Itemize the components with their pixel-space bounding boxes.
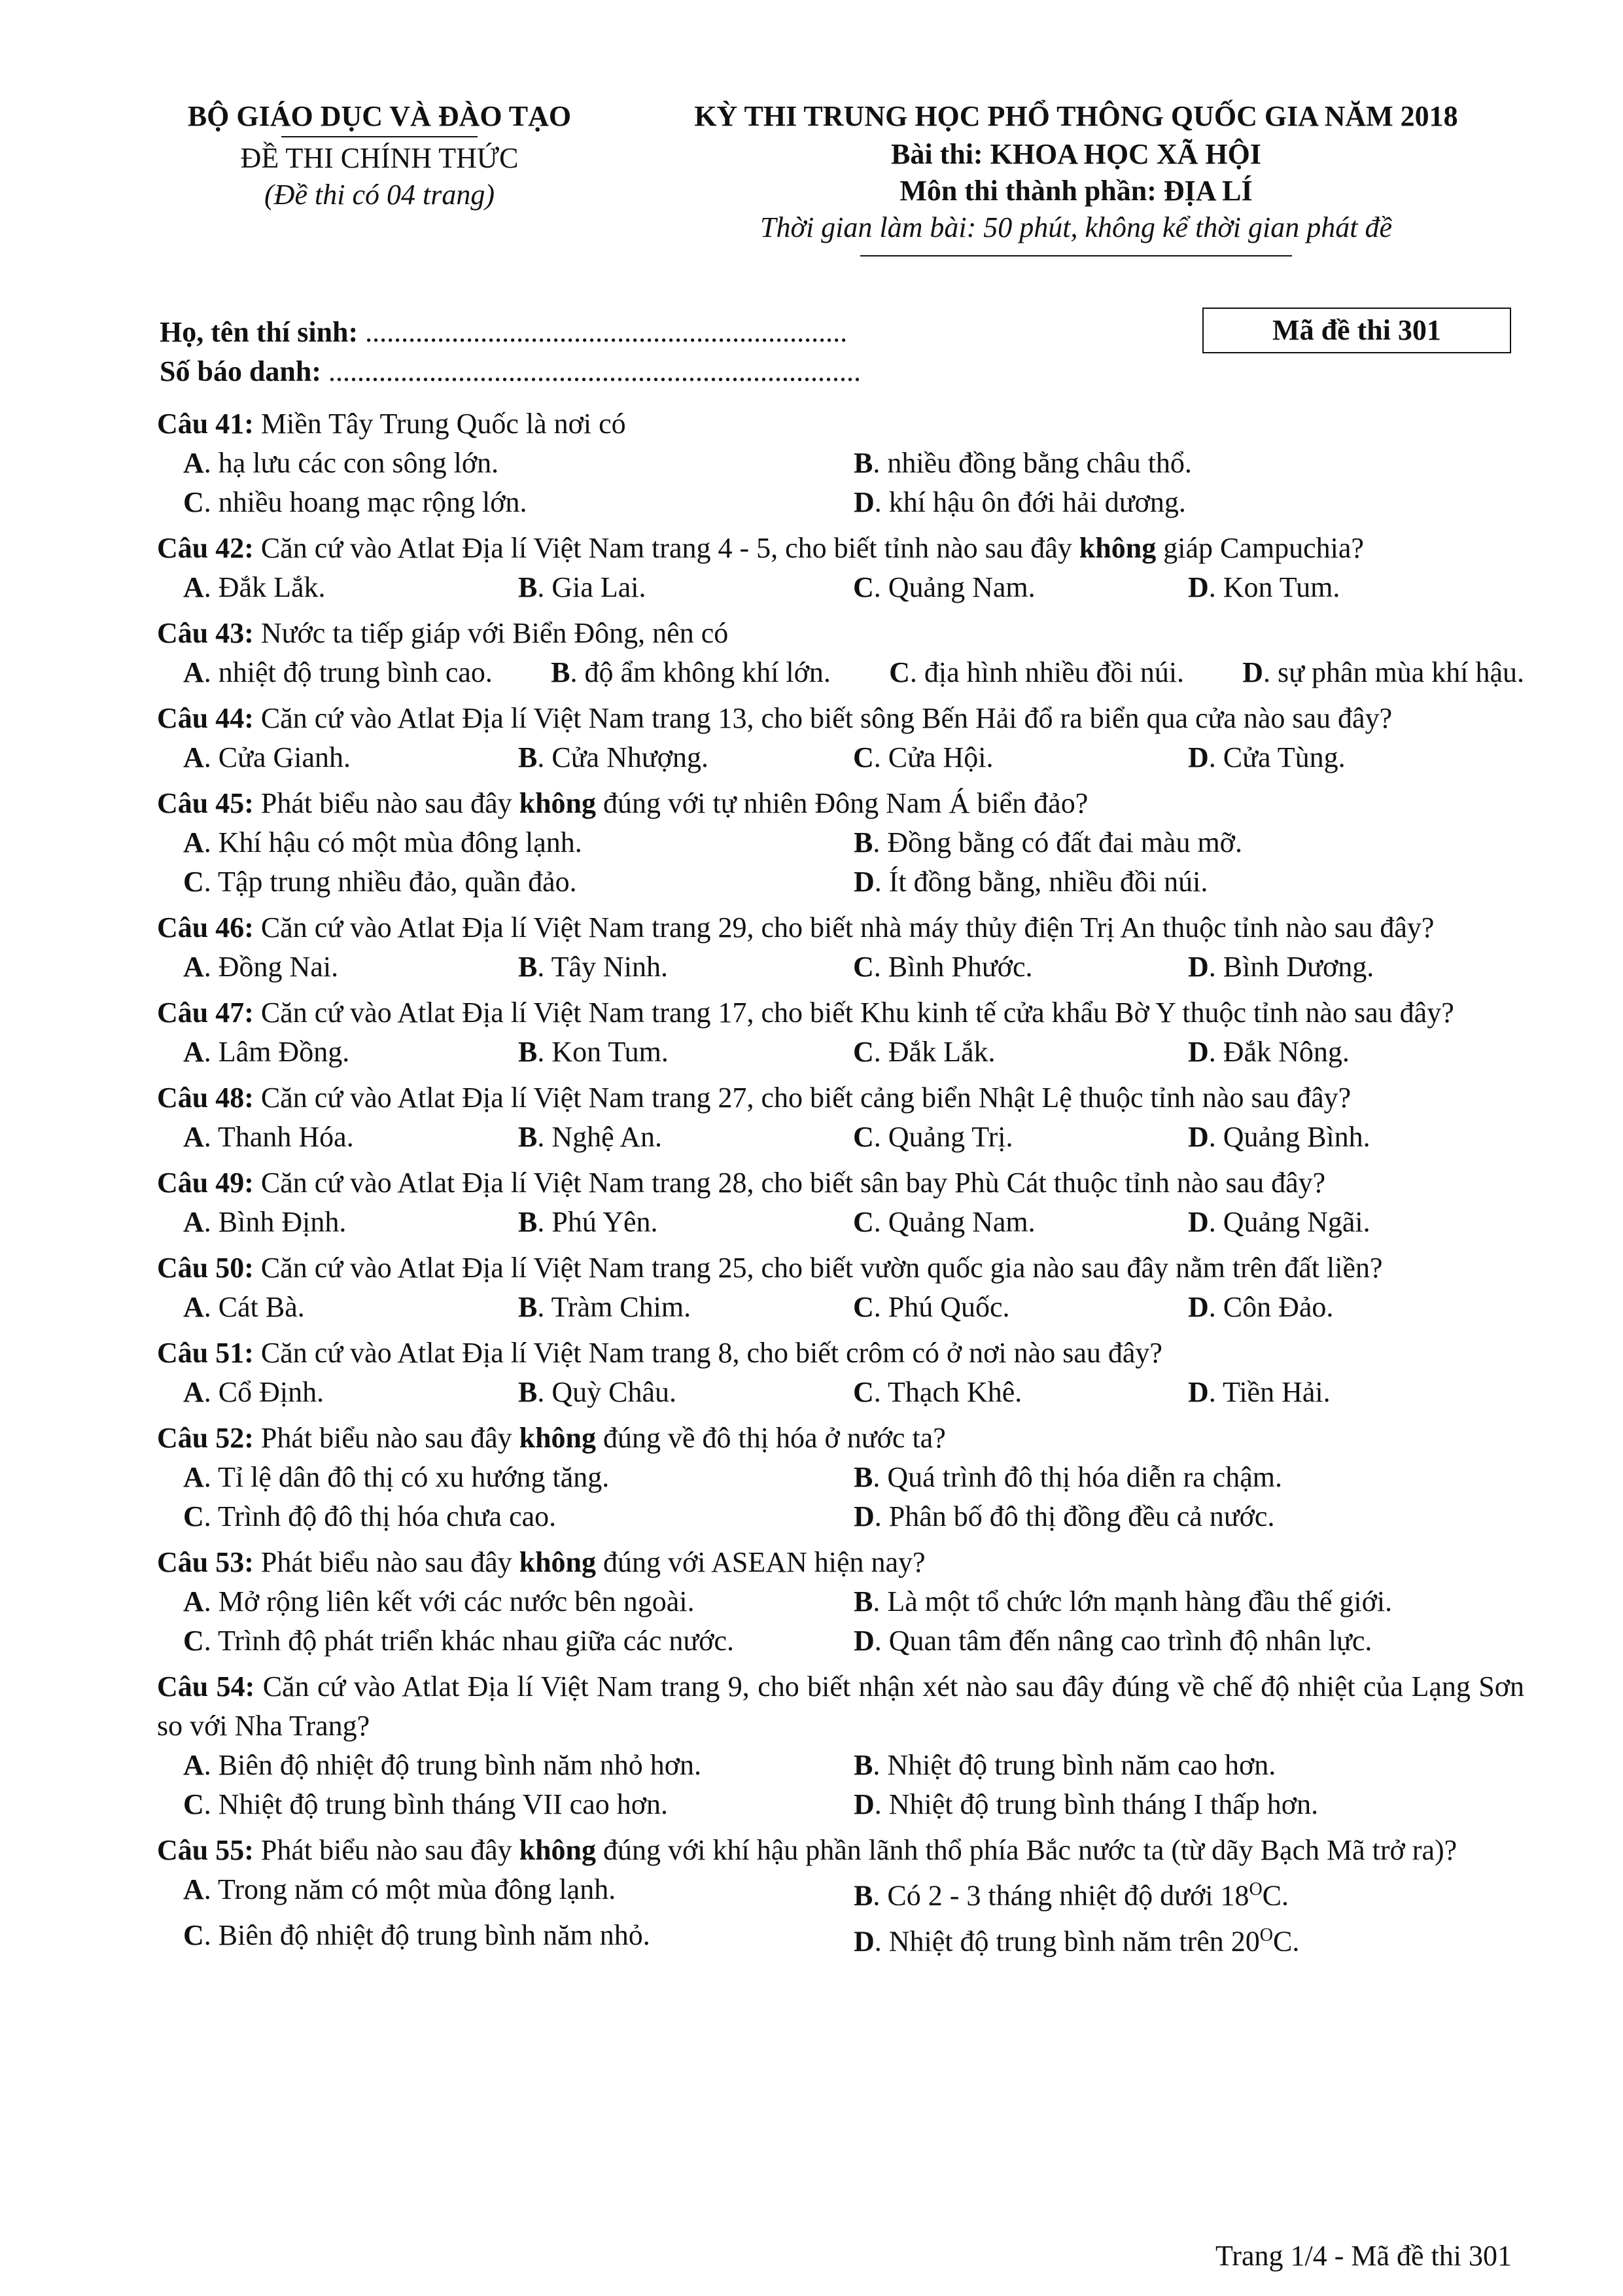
answer-option (853, 568, 1188, 607)
answer-option (854, 1916, 1524, 1962)
option-text: . Đắk Lắk. (873, 1036, 996, 1068)
option-letter: C (183, 1918, 204, 1951)
answer-option (183, 947, 518, 987)
question-text: Căn cứ vào Atlat Địa lí Việt Nam trang 4 - 5, cho biết tỉnh nào sau đây (253, 532, 1079, 564)
answer-option (183, 1373, 518, 1412)
question-text: Căn cứ vào Atlat Địa lí Việt Nam trang 17, cho biết Khu kinh tế cửa khẩu Bờ Y thuộc tỉnh nào sau đây? (253, 997, 1454, 1029)
option-letter: A (183, 1749, 204, 1781)
option-text: . Quan tâm đến nâng cao trình độ nhân lực. (874, 1625, 1372, 1657)
option-text: . Khí hậu có một mùa đông lạnh. (203, 826, 582, 858)
exam-component: Môn thi thành phần: ĐỊA LÍ (899, 175, 1253, 207)
answer-options (157, 653, 1524, 692)
answer-option (853, 1033, 1188, 1072)
question-item (157, 529, 1524, 607)
option-text: . Có 2 - 3 tháng nhiệt độ dưới 18 (873, 1879, 1249, 1912)
option-letter: C (853, 951, 874, 983)
question-text: Miền Tây Trung Quốc là nơi có (253, 408, 626, 440)
option-letter: D (854, 866, 875, 898)
option-text: . Trình độ đô thị hóa chưa cao. (203, 1500, 557, 1532)
answer-option (183, 1497, 854, 1536)
answer-option (1188, 1033, 1523, 1072)
option-letter: D (1188, 571, 1209, 603)
question-item (157, 784, 1524, 902)
answer-option (183, 1746, 854, 1785)
answer-option (853, 738, 1188, 777)
option-text: . Quỳ Châu. (537, 1376, 677, 1408)
option-letter: B (518, 1036, 538, 1068)
question-number: Câu 41: (157, 408, 254, 440)
answer-option (183, 823, 854, 862)
answer-option (1188, 738, 1523, 777)
option-text: . Cửa Nhượng. (537, 741, 708, 773)
candidate-id-label: Số báo danh: (160, 355, 322, 387)
option-letter: C (853, 1206, 874, 1238)
option-letter: A (183, 741, 204, 773)
question-number: Câu 46: (157, 911, 254, 944)
option-letter: C (183, 866, 204, 898)
answer-options (157, 1373, 1524, 1412)
option-text: . Cửa Gianh. (203, 741, 351, 773)
question-item (157, 1543, 1524, 1661)
question-emphasis: không (519, 1546, 597, 1578)
option-letter: C (853, 1121, 874, 1153)
option-letter: A (183, 1376, 204, 1408)
question-number: Câu 50: (157, 1252, 254, 1284)
option-text: . Nhiệt độ trung bình năm trên 20 (874, 1925, 1260, 1958)
question-stem (157, 993, 1524, 1033)
answer-option (183, 1203, 518, 1242)
answer-option (854, 1582, 1524, 1621)
answer-option (183, 1458, 854, 1497)
question-number: Câu 55: (157, 1834, 254, 1866)
option-text: . Nhiệt độ trung bình năm cao hơn. (873, 1749, 1276, 1781)
option-letter: A (183, 951, 204, 983)
option-text: . Côn Đảo. (1208, 1291, 1334, 1323)
answer-option (853, 1373, 1188, 1412)
candidate-name-label: Họ, tên thí sinh: (160, 316, 358, 348)
question-text: Căn cứ vào Atlat Địa lí Việt Nam trang 28, cho biết sân bay Phù Cát thuộc tỉnh nào sau đây? (253, 1167, 1326, 1199)
answer-options (157, 738, 1524, 777)
question-text: Căn cứ vào Atlat Địa lí Việt Nam trang 27, cho biết cảng biển Nhật Lệ thuộc tỉnh nào sau đây? (253, 1082, 1352, 1114)
question-text: đúng với tự nhiên Đông Nam Á biển đảo? (596, 787, 1089, 819)
option-text: . Gia Lai. (537, 571, 646, 603)
option-text: . Tiền Hải. (1208, 1376, 1331, 1408)
option-letter: A (183, 1873, 204, 1905)
question-stem (157, 1667, 1524, 1746)
question-item (157, 1831, 1524, 1961)
option-text: . Quảng Trị. (873, 1121, 1013, 1153)
question-number: Câu 51: (157, 1337, 254, 1369)
question-item (157, 1333, 1524, 1412)
question-number: Câu 47: (157, 997, 254, 1029)
option-letter: B (518, 1206, 538, 1238)
answer-option (518, 738, 853, 777)
option-letter: D (854, 1625, 875, 1657)
option-letter: C (183, 1788, 204, 1820)
option-letter: C (853, 741, 874, 773)
option-letter: B (518, 1121, 538, 1153)
question-text: Căn cứ vào Atlat Địa lí Việt Nam trang 8, cho biết crôm có ở nơi nào sau đây? (253, 1337, 1162, 1369)
question-stem (157, 404, 1524, 444)
answer-option (854, 1497, 1524, 1536)
option-text: . nhiều hoang mạc rộng lớn. (203, 486, 527, 518)
question-text: Phát biểu nào sau đây (253, 1546, 519, 1578)
answer-option (518, 1033, 853, 1072)
answer-options (157, 1458, 1524, 1536)
option-text: . Cát Bà. (203, 1291, 305, 1323)
answer-options (157, 1582, 1524, 1661)
option-letter: A (183, 571, 204, 603)
option-letter: A (183, 447, 204, 479)
answer-option (854, 1785, 1524, 1824)
option-letter: A (183, 1036, 204, 1068)
question-emphasis: không (519, 1422, 597, 1454)
option-text: . Trình độ phát triển khác nhau giữa các nước. (203, 1625, 734, 1657)
question-text: đúng với ASEAN hiện nay? (596, 1546, 926, 1578)
question-number: Câu 48: (157, 1082, 254, 1114)
option-letter: B (854, 1585, 873, 1617)
option-letter: B (854, 1879, 873, 1912)
question-item (157, 993, 1524, 1072)
answer-option (518, 568, 853, 607)
question-item (157, 404, 1524, 522)
option-letter: D (1242, 656, 1263, 688)
question-text: đúng với khí hậu phần lãnh thổ phía Bắc nước ta (từ dãy Bạch Mã trở ra)? (596, 1834, 1457, 1866)
option-letter: D (854, 1925, 875, 1958)
question-stem (157, 784, 1524, 823)
option-text: . Phú Quốc. (873, 1291, 1010, 1323)
question-number: Câu 52: (157, 1422, 254, 1454)
question-item (157, 1248, 1524, 1327)
question-text: Phát biểu nào sau đây (253, 787, 519, 819)
answer-option (854, 483, 1524, 522)
option-text: . Quảng Nam. (873, 1206, 1036, 1238)
option-text: . Biên độ nhiệt độ trung bình năm nhỏ hơn. (203, 1749, 701, 1781)
option-letter: D (1188, 1121, 1209, 1153)
question-text: Căn cứ vào Atlat Địa lí Việt Nam trang 13, cho biết sông Bến Hải đổ ra biển qua cửa nào sau đây? (253, 702, 1393, 734)
question-item (157, 1667, 1524, 1824)
question-text: Phát biểu nào sau đây (253, 1422, 519, 1454)
answer-option (183, 1033, 518, 1072)
question-number: Câu 49: (157, 1167, 254, 1199)
answer-option (1188, 1288, 1523, 1327)
option-text: . Kon Tum. (1208, 571, 1340, 603)
option-letter: A (183, 1121, 204, 1153)
answer-option (183, 1916, 854, 1962)
option-text: . Đồng Nai. (203, 951, 339, 983)
option-text: . Thanh Hóa. (203, 1121, 354, 1153)
option-letter: D (1188, 741, 1209, 773)
option-text: . Quá trình đô thị hóa diễn ra chậm. (873, 1461, 1282, 1493)
option-text: . Phú Yên. (537, 1206, 658, 1238)
answer-option (854, 862, 1524, 902)
option-text: . Lâm Đồng. (203, 1036, 350, 1068)
question-number: Câu 54: (157, 1670, 255, 1703)
answer-options (157, 1870, 1524, 1961)
question-emphasis: không (519, 787, 597, 819)
question-text: Căn cứ vào Atlat Địa lí Việt Nam trang 25, cho biết vườn quốc gia nào sau đây nằm trên đất liền? (253, 1252, 1383, 1284)
answer-options (157, 568, 1524, 607)
option-letter: B (518, 1376, 538, 1408)
option-text: . Tập trung nhiều đảo, quần đảo. (203, 866, 577, 898)
option-text: . sự phân mùa khí hậu. (1263, 656, 1524, 688)
question-text: đúng về đô thị hóa ở nước ta? (596, 1422, 946, 1454)
option-letter: A (183, 1585, 204, 1617)
answer-option (854, 1870, 1524, 1916)
exam-code-box: Mã đề thi 301 (1202, 308, 1511, 353)
option-text: . Cửa Hội. (873, 741, 994, 773)
exam-title: KỲ THI TRUNG HỌC PHỔ THÔNG QUỐC GIA NĂM 2018 (694, 100, 1458, 132)
option-letter: C (853, 1036, 874, 1068)
question-item (157, 614, 1524, 692)
question-stem (157, 1248, 1524, 1288)
option-text: . Nghệ An. (537, 1121, 663, 1153)
option-text: . Trong năm có một mùa đông lạnh. (203, 1873, 616, 1905)
option-letter: B (518, 1291, 538, 1323)
candidate-name-dots: ................................................................... (358, 316, 848, 348)
answer-option (853, 947, 1188, 987)
question-item (157, 1163, 1524, 1242)
option-letter: C (889, 656, 910, 688)
answer-option (518, 1203, 853, 1242)
option-text: . khí hậu ôn đới hải dương. (874, 486, 1186, 518)
answer-option (183, 1621, 854, 1661)
answer-options (157, 947, 1524, 987)
option-letter: D (854, 1500, 875, 1532)
answer-option (854, 823, 1524, 862)
answer-option (183, 568, 518, 607)
answer-option (853, 1118, 1188, 1157)
header-right (641, 97, 1511, 256)
answer-option (183, 653, 493, 692)
answer-option (1188, 1203, 1523, 1242)
option-letter: B (854, 826, 873, 858)
option-letter: B (551, 656, 570, 688)
answer-option (853, 1203, 1188, 1242)
official-label: ĐỀ THI CHÍNH THỨC (240, 142, 519, 174)
header-left (150, 97, 608, 213)
answer-option (183, 1870, 854, 1916)
question-number: Câu 44: (157, 702, 254, 734)
option-text: . Cửa Tùng. (1208, 741, 1346, 773)
option-text: . Bình Định. (203, 1206, 347, 1238)
option-text: . Đắk Nông. (1208, 1036, 1350, 1068)
option-text: . Tràm Chim. (537, 1291, 691, 1323)
option-text: . Quảng Ngãi. (1208, 1206, 1370, 1238)
option-letter: D (854, 486, 875, 518)
answer-options (157, 1288, 1524, 1327)
answer-option (854, 1621, 1524, 1661)
question-stem (157, 614, 1524, 653)
answer-option (183, 862, 854, 902)
question-stem (157, 1831, 1524, 1870)
answer-option (183, 1118, 518, 1157)
header-underline (860, 255, 1292, 256)
answer-option (854, 1746, 1524, 1785)
option-text: . Ít đồng bằng, nhiều đồi núi. (874, 866, 1208, 898)
answer-options (157, 1746, 1524, 1824)
question-item (157, 699, 1524, 777)
answer-option (889, 653, 1184, 692)
ministry-underline (281, 136, 478, 137)
answer-option (518, 947, 853, 987)
answer-option (183, 483, 854, 522)
question-text: Căn cứ vào Atlat Địa lí Việt Nam trang 9, cho biết nhận xét nào sau đây đúng về chế độ nhiệt của Lạng Sơn so với Nha Trang? (157, 1670, 1524, 1742)
option-text: . Nhiệt độ trung bình tháng VII cao hơn. (203, 1788, 669, 1820)
ministry-name: BỘ GIÁO DỤC VÀ ĐÀO TẠO (187, 100, 572, 132)
question-stem (157, 1078, 1524, 1118)
option-letter: D (1188, 1291, 1209, 1323)
option-unit: C. (1273, 1925, 1300, 1958)
option-letter: A (183, 1206, 204, 1238)
option-letter: B (854, 1749, 873, 1781)
question-text: giáp Campuchia? (1156, 532, 1364, 564)
candidate-id-line (160, 352, 861, 391)
answer-option (1188, 1118, 1523, 1157)
degree-superscript: O (1249, 1879, 1263, 1899)
answer-options (157, 444, 1524, 522)
answer-option (183, 1288, 518, 1327)
answer-option (518, 1373, 853, 1412)
page-count-note: (Đề thi có 04 trang) (264, 179, 495, 211)
question-number: Câu 53: (157, 1546, 254, 1578)
question-item (157, 908, 1524, 987)
answer-option (183, 444, 854, 483)
question-stem (157, 1419, 1524, 1458)
question-stem (157, 1333, 1524, 1373)
answer-options (157, 823, 1524, 902)
option-text: . Quảng Bình. (1208, 1121, 1370, 1153)
option-text: . Cổ Định. (203, 1376, 324, 1408)
answer-option (1188, 1373, 1523, 1412)
answer-option (854, 1458, 1524, 1497)
option-unit: C. (1262, 1879, 1289, 1912)
answer-options (157, 1203, 1524, 1242)
option-letter: B (854, 1461, 873, 1493)
option-letter: B (854, 447, 873, 479)
option-text: . Tỉ lệ dân đô thị có xu hướng tăng. (203, 1461, 610, 1493)
exam-time: Thời gian làm bài: 50 phút, không kể thời gian phát đề (759, 211, 1392, 243)
option-text: . Phân bố đô thị đồng đều cả nước. (874, 1500, 1275, 1532)
question-emphasis: không (1079, 532, 1157, 564)
answer-option (853, 1288, 1188, 1327)
answer-options (157, 1118, 1524, 1157)
option-letter: C (853, 1376, 874, 1408)
question-text: Nước ta tiếp giáp với Biển Đông, nên có (253, 617, 729, 649)
answer-option (183, 1785, 854, 1824)
degree-superscript: O (1259, 1924, 1274, 1945)
question-number: Câu 43: (157, 617, 254, 649)
option-text: . nhiệt độ trung bình cao. (203, 656, 493, 688)
option-text: . Nhiệt độ trung bình tháng I thấp hơn. (874, 1788, 1319, 1820)
option-letter: A (183, 826, 204, 858)
question-text: Phát biểu nào sau đây (253, 1834, 519, 1866)
question-number: Câu 42: (157, 532, 254, 564)
answer-option (1188, 947, 1523, 987)
answer-option (518, 1118, 853, 1157)
option-letter: C (853, 1291, 874, 1323)
option-text: . Quảng Nam. (873, 571, 1036, 603)
question-item (157, 1078, 1524, 1157)
option-text: . Là một tổ chức lớn mạnh hàng đầu thế giới. (873, 1585, 1393, 1617)
option-letter: C (183, 1625, 204, 1657)
option-text: . hạ lưu các con sông lớn. (203, 447, 499, 479)
answer-option (183, 1582, 854, 1621)
answer-option (518, 1288, 853, 1327)
answer-option (1188, 568, 1523, 607)
option-text: . Bình Dương. (1208, 951, 1374, 983)
option-text: . Thạch Khê. (873, 1376, 1022, 1408)
answer-options (157, 1033, 1524, 1072)
option-letter: B (518, 571, 538, 603)
option-letter: D (1188, 1206, 1209, 1238)
option-text: . Kon Tum. (537, 1036, 669, 1068)
option-letter: D (1188, 951, 1209, 983)
option-letter: B (518, 741, 538, 773)
option-letter: D (1188, 1376, 1209, 1408)
option-text: . nhiều đồng bằng châu thổ. (873, 447, 1192, 479)
option-text: . độ ẩm không khí lớn. (570, 656, 831, 688)
answer-option (551, 653, 831, 692)
question-text: Căn cứ vào Atlat Địa lí Việt Nam trang 29, cho biết nhà máy thủy điện Trị An thuộc tỉnh nào sau đây? (253, 911, 1435, 944)
candidate-id-dots: .......................................................................... (321, 355, 862, 387)
question-item (157, 1419, 1524, 1536)
question-emphasis: không (519, 1834, 597, 1866)
question-number: Câu 45: (157, 787, 254, 819)
question-list (157, 404, 1524, 1968)
option-letter: B (518, 951, 538, 983)
option-text: . Đồng bằng có đất đai màu mỡ. (873, 826, 1242, 858)
question-stem (157, 1543, 1524, 1582)
answer-option (854, 444, 1524, 483)
candidate-info (160, 313, 861, 391)
option-letter: A (183, 656, 204, 688)
question-stem (157, 699, 1524, 738)
option-letter: C (183, 1500, 204, 1532)
option-letter: A (183, 1291, 204, 1323)
question-stem (157, 529, 1524, 568)
question-stem (157, 908, 1524, 947)
option-text: . Đắk Lắk. (203, 571, 326, 603)
option-text: . Mở rộng liên kết với các nước bên ngoài. (203, 1585, 695, 1617)
option-text: . địa hình nhiều đồi núi. (909, 656, 1185, 688)
option-letter: C (183, 486, 204, 518)
option-letter: D (1188, 1036, 1209, 1068)
option-text: . Bình Phước. (873, 951, 1033, 983)
answer-option (183, 738, 518, 777)
option-text: . Biên độ nhiệt độ trung bình năm nhỏ. (203, 1918, 650, 1951)
option-text: . Tây Ninh. (537, 951, 668, 983)
option-letter: C (853, 571, 874, 603)
option-letter: D (854, 1788, 875, 1820)
option-letter: A (183, 1461, 204, 1493)
answer-option (1242, 653, 1524, 692)
exam-subject: Bài thi: KHOA HỌC XÃ HỘI (891, 138, 1261, 170)
question-stem (157, 1163, 1524, 1203)
page-footer: Trang 1/4 - Mã đề thi 301 (1215, 2240, 1512, 2272)
candidate-name-line (160, 313, 861, 352)
